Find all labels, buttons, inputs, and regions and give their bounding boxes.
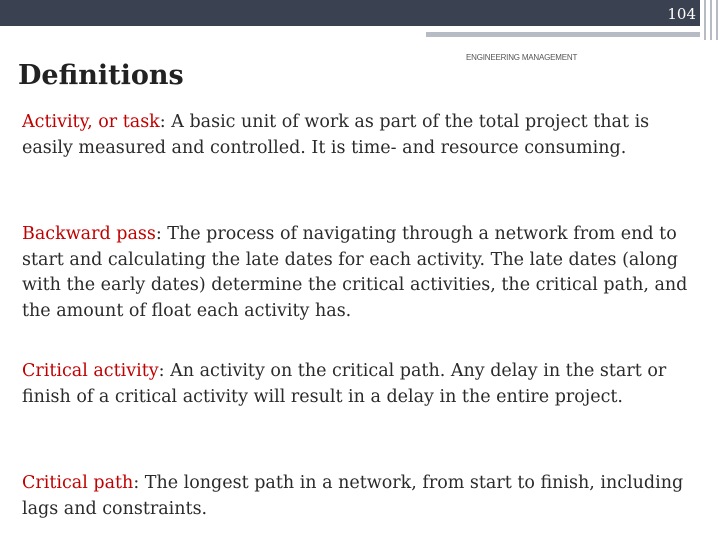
definition-text: : The process of navigating through a network from end to start and calculating the late dates for each activity. The late dates (along with the early dates) determine the critical activities, the critical path, and the amount of float each activity has. bbox=[22, 224, 688, 321]
definition-text: : A basic unit of work as part of the total project that is easily measured and controlled. It is time- and resource consuming. bbox=[22, 112, 650, 158]
definition-term: Backward pass bbox=[22, 224, 156, 244]
slide-title: Definitions bbox=[18, 60, 184, 91]
definition-item bbox=[22, 471, 702, 522]
definition-text: : An activity on the critical path. Any delay in the start or finish of a critical activity will result in a delay in the entire project. bbox=[22, 361, 667, 407]
definition-item bbox=[22, 110, 702, 161]
definition-item bbox=[22, 359, 702, 410]
course-label: ENGINEERING MANAGEMENT bbox=[466, 53, 578, 62]
top-bar bbox=[0, 0, 700, 26]
definition-item bbox=[22, 222, 702, 324]
definition-text: : The longest path in a network, from start to finish, including lags and constraints. bbox=[22, 473, 684, 519]
header-accent-line bbox=[426, 32, 700, 37]
definition-term: Activity, or task bbox=[22, 112, 160, 132]
decorative-stripe bbox=[704, 0, 706, 40]
definition-term: Critical activity bbox=[22, 361, 159, 381]
page-number: 104 bbox=[667, 5, 696, 23]
decorative-stripe bbox=[716, 0, 718, 40]
decorative-stripe bbox=[710, 0, 712, 40]
definition-term: Critical path bbox=[22, 473, 134, 493]
